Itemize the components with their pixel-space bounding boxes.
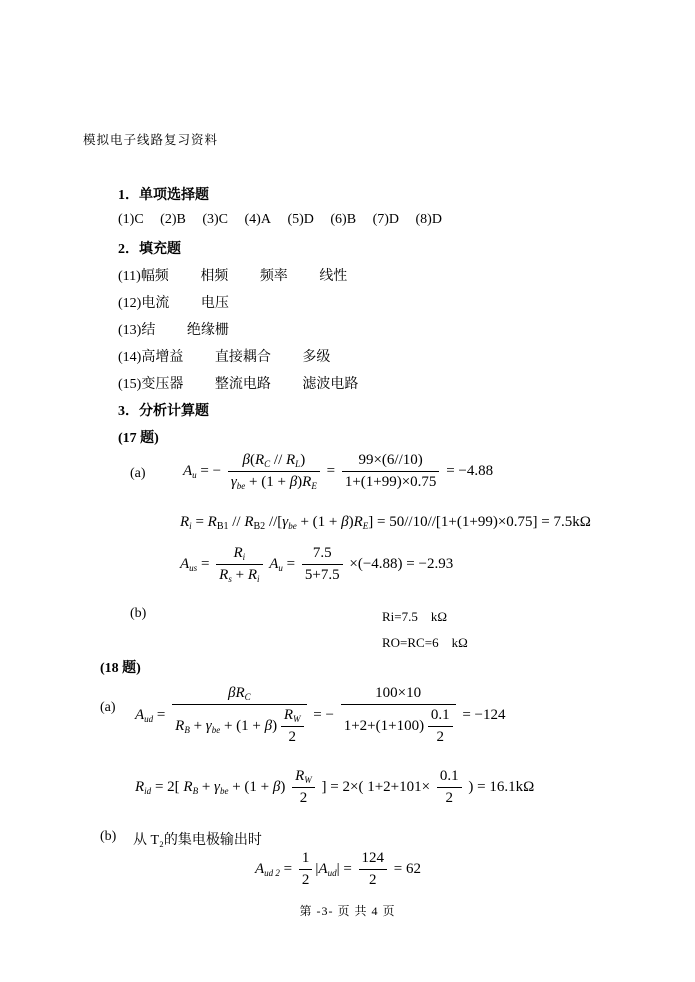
fill-answer: 绝缘栅	[186, 323, 229, 338]
answer-item: (2)B	[160, 212, 186, 227]
answer-item: (1)C	[118, 212, 144, 227]
answer-item: (3)C	[202, 212, 229, 227]
fill-answer: 多级	[302, 350, 331, 365]
q18-aud-equation: $A_{ud}$ = $\beta R_C$ $R_B + \gamma_{be} + (1 + \beta)$ $\frac{R_W}{2}$ = − 100×10 1+2+(1+100) $\frac{0.1}{2}$ = −124	[135, 685, 506, 745]
q18-part-b-text: 从 T₂的集电极输出时	[133, 833, 262, 848]
aus-numeric-fraction: $\frac{7.5}{5+7.5}$	[302, 545, 343, 584]
aud2-result: = 62	[393, 860, 422, 877]
document-header: 模拟电子线路复习资料	[83, 133, 219, 147]
au-numeric-fraction: $\frac{99\times(6//10)}{1+(1+99)\times 0.75}$	[342, 452, 440, 491]
au-result: −4.88	[458, 462, 494, 479]
aud2-fraction: $\frac{124}{2}$	[359, 850, 388, 889]
q17-ri-equation: $R_i = R_{B1} // R_{B2}$ $//[\gamma_{be} + (1 + \beta)R_E] = 50//10//[1+(1+99)\times 0.75] = 7.5k\Omega$	[180, 514, 591, 532]
q18-part-a-label: (a)	[100, 700, 116, 715]
section-1-answers	[118, 212, 442, 228]
section-2-heading: 2．填充题	[118, 242, 181, 257]
fill-answer: 频率	[259, 269, 288, 284]
fill-row-11	[118, 265, 347, 285]
fill-answer: 电压	[200, 296, 229, 311]
fill-row-14	[118, 346, 330, 366]
fill-row-13	[118, 319, 229, 339]
fill-answer: 线性	[319, 269, 348, 284]
answer-item: (5)D	[287, 212, 314, 227]
fill-row-12	[118, 292, 229, 312]
fill-answer: 电流	[141, 296, 170, 311]
page-footer: 第 -3- 页 共 4 页	[299, 904, 396, 918]
aud-numeric-fraction: 100×10 1+2+(1+100) $\frac{0.1}{2}$	[341, 685, 456, 746]
fill-answer: 整流电路	[214, 377, 271, 392]
fill-answer: 直接耦合	[214, 350, 271, 365]
fill-answer: 变压器	[141, 377, 184, 392]
section-1-heading: 1．单项选择题	[118, 188, 209, 203]
fill-row-number: (14)	[118, 350, 142, 365]
fill-answer: 滤波电路	[302, 377, 359, 392]
q18-aud2-equation: $A_{ud 2}$ = $\frac{1}{2}$ $|A_{ud}|$ = $\frac{124}{2}$ = 62	[255, 850, 422, 888]
fill-row-number: (12)	[118, 296, 142, 311]
answer-item: (8)D	[415, 212, 442, 227]
aus-result: ×(−4.88) = −2.93	[349, 555, 454, 572]
fill-row-number: (13)	[118, 323, 142, 338]
question-17-label: (17 题)	[118, 431, 159, 446]
q18-part-b-label: (b)	[100, 829, 117, 844]
fill-answer: 幅频	[140, 269, 169, 284]
q17-part-a-label: (a)	[130, 466, 146, 481]
aus-symbolic-fraction: $\frac{R_i}{R_s + R_i}$	[216, 545, 262, 584]
answer-item: (7)D	[372, 212, 399, 227]
section-3-heading: 3．分析计算题	[118, 404, 209, 419]
q17-ro-value: RO=RC=6 kΩ	[382, 635, 468, 650]
fill-answer: 高增益	[141, 350, 184, 365]
q17-aus-equation: $A_{us}$ = $\frac{R_i}{R_s + R_i}$ $A_u$ = $\frac{7.5}{5+7.5}$ ×(−4.88) = −2.93	[180, 545, 454, 584]
rid-result: = 16.1kΩ	[477, 778, 535, 795]
fill-answer: 相频	[200, 269, 229, 284]
q17-ri-value: Ri=7.5 kΩ	[382, 609, 448, 624]
fill-row-number: (15)	[118, 377, 142, 392]
fill-row-number: (11)	[118, 269, 141, 284]
answer-item: (4)A	[244, 212, 271, 227]
aud-result: = −124	[462, 706, 506, 723]
q17-part-b-label: (b)	[130, 606, 147, 621]
aud-symbolic-fraction: $\beta R_C$ $R_B + \gamma_{be} + (1 + \beta)$ $\frac{R_W}{2}$	[172, 685, 306, 746]
q18-rid-equation: $R_{id} = 2$[ $R_B + \gamma_{be} + (1 + \beta)$ $\frac{R_W}{2}$ ] = 2×( 1+2+101× $\frac{0.1}{2}$ ) = 16.1kΩ	[135, 768, 535, 806]
question-18-label: (18 题)	[100, 661, 141, 676]
au-symbolic-fraction: $\frac{\beta(R_C // R_L)}{\gamma_{be} + (1 + \beta)R_E}$	[228, 452, 320, 491]
q17-au-equation: $A_u$ = − $\frac{\beta(R_C // R_L)}{\gamma_{be} + (1 + \beta)R_E}$ = $\frac{99\times(6//10)}{1+(1+99)\times 0.75}$ = −4.88	[183, 452, 494, 491]
answer-item: (6)B	[330, 212, 357, 227]
ri-result: = 50//10//[1+(1+99)×0.75] = 7.5kΩ	[377, 514, 591, 530]
fill-answer: 结	[141, 323, 156, 338]
fill-row-15	[118, 373, 358, 393]
